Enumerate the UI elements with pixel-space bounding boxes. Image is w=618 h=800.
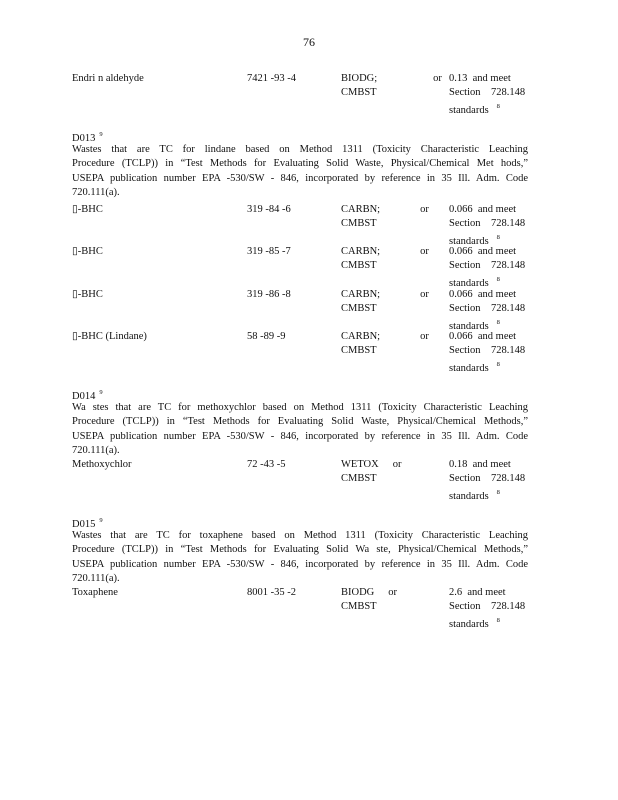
technology-code-line2: CMBST — [341, 218, 377, 229]
technology-code-line2: CMBST — [341, 473, 377, 484]
standard-line2: Section 728.148 — [449, 218, 526, 229]
technology-code-line1: CARBN; or — [341, 289, 429, 300]
standard-line3 — [449, 100, 500, 118]
standard-line2: Section 728.148 — [449, 303, 526, 314]
cas-number: 72 -43 -5 — [247, 459, 286, 470]
description-line: Wastes that are TC for toxaphene based on Method 1311 (Toxicity Characteristic Leaching — [72, 530, 528, 541]
constituent-name: ▯-BHC (Lindane) — [72, 331, 147, 342]
standard-line1: 0.066 and meet — [449, 246, 517, 257]
page-number: 76 — [303, 35, 315, 49]
description-line: USEPA publication number EPA -530/SW - 846, incorporated by reference in 35 Ill. Adm. Code — [72, 558, 528, 570]
description-line: 720.111(a). — [72, 572, 120, 584]
footnote-ref: 8 — [496, 234, 500, 241]
footnote-ref: 8 — [496, 276, 500, 283]
standard-line1: 0.066 and meet — [449, 289, 517, 300]
constituent-name: Endri n aldehyde — [72, 73, 144, 84]
footnote-ref: 8 — [496, 361, 500, 368]
standard-line2: Section 728.148 — [449, 345, 526, 356]
standards-text: standards — [449, 105, 489, 116]
standard-line3: standards $^8$ — [449, 489, 500, 502]
waste-description — [72, 401, 528, 458]
footnote-ref: 8 — [496, 617, 500, 624]
technology-code-line2: CMBST — [341, 303, 377, 314]
footnote-ref: 9 — [99, 517, 103, 524]
constituent-name: ▯-BHC — [72, 246, 103, 257]
description-line: Wastes that are TC for lindane based on Method 1311 (Toxicity Characteristic Leaching — [72, 144, 528, 155]
constituent-name: ▯-BHC — [72, 204, 103, 215]
waste-description — [72, 143, 528, 200]
cas-number: 58 -89 -9 — [247, 331, 286, 342]
technology-code-line1: CARBN; or — [341, 331, 429, 342]
standard-line3: standards $^8$ — [449, 276, 500, 289]
standard-line1 — [449, 72, 511, 86]
standard-line2: Section 728.148 — [449, 473, 526, 484]
waste-code-heading: D014 $^9$ — [72, 389, 103, 402]
standard-line1: 2.6 and meet — [449, 587, 506, 598]
cas-number: 7421 -93 -4 — [247, 73, 296, 84]
standard-line3: standards $^8$ — [449, 617, 500, 630]
description-line: Procedure (TCLP)) in “Test Methods for Evaluating Solid Waste, Physical/Chemical Met hods,” — [72, 158, 528, 170]
technology-code-line1: CARBN; or — [341, 204, 429, 215]
standard-line1: 0.18 and meet — [449, 459, 511, 470]
cas-number: 319 -86 -8 — [247, 289, 291, 300]
technology-code-line1 — [341, 72, 442, 86]
technology-code-line2: CMBST — [341, 87, 377, 98]
constituent-name: Methoxychlor — [72, 459, 132, 470]
standard-line2: Section 728.148 — [449, 601, 526, 612]
description-line: USEPA publication number EPA -530/SW - 846, incorporated by reference in 35 Ill. Adm. Code — [72, 430, 528, 442]
cas-number: 319 -85 -7 — [247, 246, 291, 257]
technology-code-line1: BIODG or — [341, 587, 397, 598]
footnote-ref: 8 — [496, 489, 500, 496]
description-line: 720.111(a). — [72, 444, 120, 456]
waste-code-heading: D015 $^9$ — [72, 517, 103, 530]
or-text: or — [433, 73, 442, 84]
and-meet-text: and meet — [472, 73, 511, 84]
standard-value: 0.13 — [449, 73, 468, 84]
footnote-ref: 9 — [99, 389, 103, 396]
technology-code: BIODG; — [341, 73, 378, 84]
technology-code-line2: CMBST — [341, 601, 377, 612]
footnote-ref: 9 — [99, 131, 103, 138]
footnote-ref: 8 — [496, 319, 500, 326]
constituent-name: ▯-BHC — [72, 289, 103, 300]
standard-line3: standards $^8$ — [449, 319, 500, 332]
description-line: Procedure (TCLP)) in “Test Methods for Evaluating Solid Wa ste, Physical/Chemical Methods,” — [72, 544, 528, 556]
description-line: Wa stes that are TC for methoxychlor based on Method 1311 (Toxicity Characteristic Leaching — [72, 402, 528, 413]
technology-code-line2: CMBST — [341, 345, 377, 356]
technology-code-line1: CARBN; or — [341, 246, 429, 257]
section-label: Section — [449, 87, 481, 98]
description-line: USEPA publication number EPA -530/SW - 846, incorporated by reference in 35 Ill. Adm. Code — [72, 172, 528, 184]
cas-number: 319 -84 -6 — [247, 204, 291, 215]
standard-line1: 0.066 and meet — [449, 204, 517, 215]
technology-code-line2: CMBST — [341, 260, 377, 271]
standard-line1: 0.066 and meet — [449, 331, 517, 342]
standard-line2 — [449, 86, 525, 100]
standard-line2: Section 728.148 — [449, 260, 526, 271]
constituent-name: Toxaphene — [72, 587, 118, 598]
section-number: 728.148 — [491, 87, 526, 98]
cas-number: 8001 -35 -2 — [247, 587, 296, 598]
waste-code-heading: D013 $^9$ — [72, 131, 103, 144]
waste-description — [72, 529, 528, 586]
standard-line3: standards $^8$ — [449, 234, 500, 247]
description-line: 720.111(a). — [72, 186, 120, 198]
footnote-ref: 8 — [496, 103, 500, 110]
description-line: Procedure (TCLP)) in “Test Methods for Evaluating Solid Waste, Physical/Chemical Methods,” — [72, 416, 528, 428]
technology-code-line1: WETOX or — [341, 459, 402, 470]
standard-line3: standards $^8$ — [449, 361, 500, 374]
